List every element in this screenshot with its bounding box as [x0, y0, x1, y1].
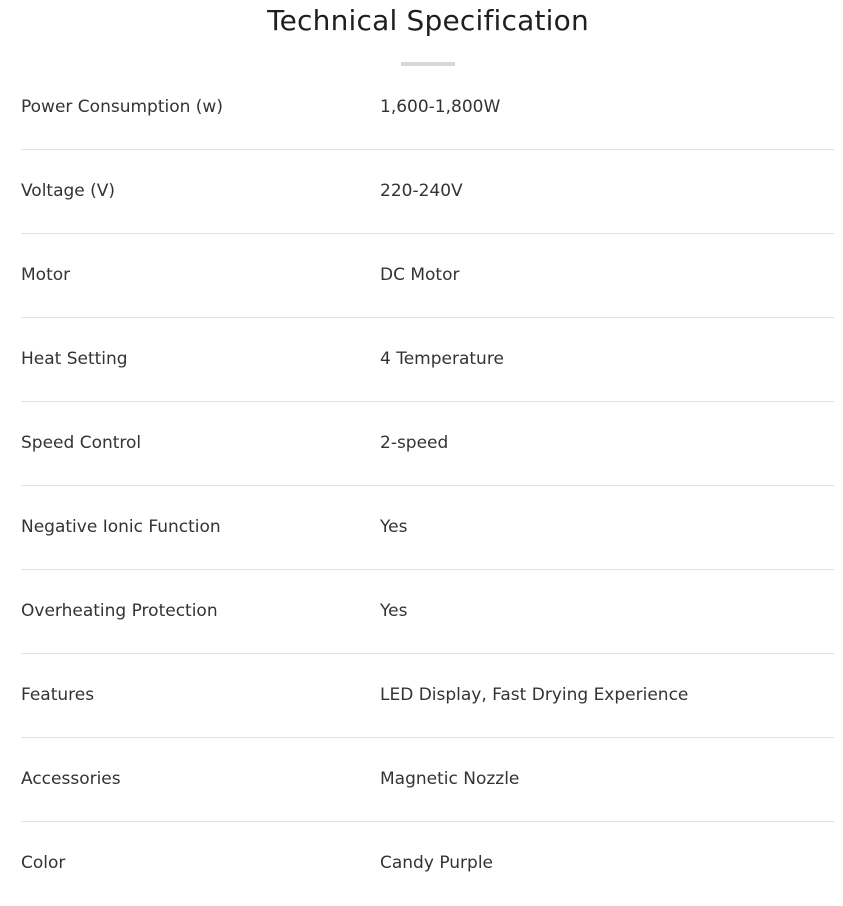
spec-value: Yes: [380, 601, 408, 621]
spec-row-power-consumption: [21, 66, 834, 150]
spec-label: Motor: [21, 265, 71, 285]
spec-row-negative-ionic: [21, 486, 834, 570]
spec-label: Color: [21, 853, 66, 873]
spec-label: Voltage (V): [21, 181, 116, 201]
spec-value: Magnetic Nozzle: [380, 769, 520, 789]
spec-label: Power Consumption (w): [21, 97, 223, 117]
spec-value: LED Display, Fast Drying Experience: [380, 685, 689, 705]
spec-value: 4 Temperature: [380, 349, 504, 369]
spec-label: Speed Control: [21, 433, 142, 453]
spec-label: Features: [21, 685, 95, 705]
spec-row-features: [21, 654, 834, 738]
spec-table: [21, 66, 834, 906]
spec-value: 220-240V: [380, 181, 463, 201]
spec-row-voltage: [21, 150, 834, 234]
spec-label: Overheating Protection: [21, 601, 218, 621]
spec-value: Candy Purple: [380, 853, 494, 873]
spec-label: Accessories: [21, 769, 121, 789]
page-title: Technical Specification: [267, 4, 589, 37]
spec-value: 2-speed: [380, 433, 449, 453]
spec-value: DC Motor: [380, 265, 460, 285]
spec-row-heat-setting: [21, 318, 834, 402]
spec-label: Heat Setting: [21, 349, 128, 369]
spec-row-overheating-protection: [21, 570, 834, 654]
spec-row-speed-control: [21, 402, 834, 486]
spec-value: 1,600-1,800W: [380, 97, 501, 117]
spec-value: Yes: [380, 517, 408, 537]
spec-row-accessories: [21, 738, 834, 822]
spec-label: Negative Ionic Function: [21, 517, 221, 537]
spec-row-color: [21, 822, 834, 906]
spec-row-motor: [21, 234, 834, 318]
